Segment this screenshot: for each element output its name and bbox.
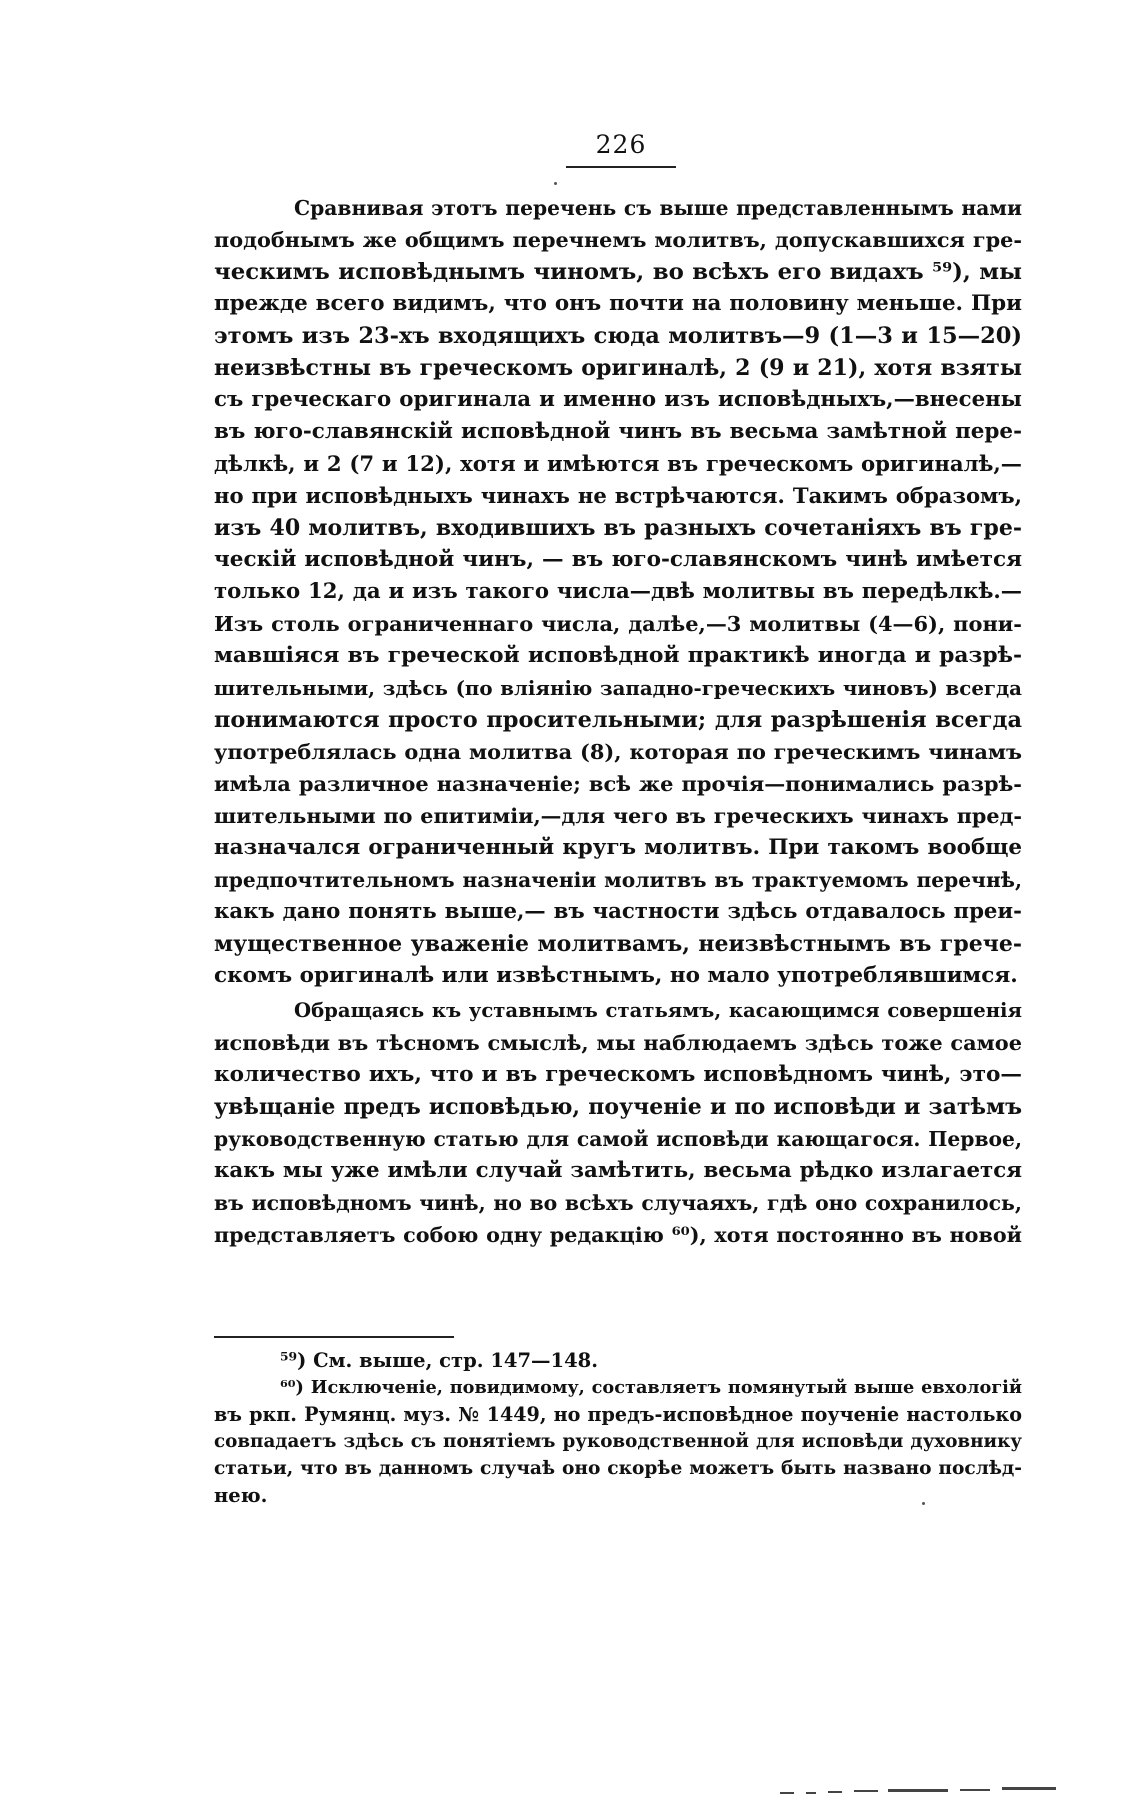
- body-line: понимаются просто просительными; для разрѣшенія всегда: [214, 707, 1022, 733]
- body-line: въ юго-славянскій исповѣдной чинъ въ весьма замѣтной пере-: [214, 419, 1022, 444]
- body-line: шительными, здѣсь (по вліянію западно-греческихъ чиновъ) всегда: [214, 676, 1022, 700]
- body-line: употреблялась одна молитва (8), которая по греческимъ чинамъ: [214, 739, 1022, 764]
- body-line: увѣщаніе предъ исповѣдью, поученіе и по исповѣди и затѣмъ: [214, 1094, 1022, 1120]
- footnote-rule: [214, 1336, 454, 1338]
- body-line: Сравнивая этотъ перечень съ выше представленнымъ нами: [294, 196, 1022, 220]
- body-line: этомъ изъ 23-хъ входящихъ сюда молитвъ—9 (1—3 и 15—20): [214, 323, 1022, 349]
- print-speck: [922, 1502, 925, 1505]
- body-line: прежде всего видимъ, что онъ почти на половину меньше. При: [214, 291, 1022, 316]
- scan-edge-marks: [780, 1786, 1080, 1796]
- body-line: неизвѣстны въ греческомъ оригиналѣ, 2 (9 и 21), хотя взяты: [214, 355, 1022, 381]
- body-text: [214, 192, 1022, 1251]
- footnote-line: статьи, что въ данномъ случаѣ оно скорѣе можетъ быть названо послѣд-: [214, 1458, 1022, 1479]
- body-line: только 12, да и изъ такого числа—двѣ молитвы въ передѣлкѣ.—: [214, 579, 1022, 604]
- footnotes: [214, 1347, 1022, 1509]
- body-line: какъ дано понять выше,— въ частности здѣсь отдавалось преи-: [214, 899, 1022, 924]
- body-line: дѣлкѣ, и 2 (7 и 12), хотя и имѣются въ греческомъ оригиналѣ,—: [214, 451, 1022, 476]
- body-line: подобнымъ же общимъ перечнемъ молитвъ, допускавшихся гре-: [214, 227, 1022, 252]
- body-line: исповѣди въ тѣсномъ смыслѣ, мы наблюдаемъ здѣсь тоже самое: [214, 1030, 1022, 1055]
- page-number: 226: [595, 130, 647, 159]
- body-line: ческій исповѣдной чинъ, — въ юго-славянскомъ чинѣ имѣется: [214, 547, 1022, 572]
- body-line: въ исповѣдномъ чинѣ, но во всѣхъ случаяхъ, гдѣ оно сохранилось,: [214, 1191, 1022, 1215]
- body-line: количество ихъ, что и въ греческомъ исповѣдномъ чинѣ, это—: [214, 1062, 1022, 1087]
- footnote-line: ⁶⁰) Исключеніе, повидимому, составляетъ помянутый выше евхологій: [280, 1377, 1022, 1398]
- body-line: скомъ оригиналѣ или извѣстнымъ, но мало употреблявшимся.: [214, 963, 1018, 988]
- body-line: Обращаясь къ уставнымъ статьямъ, касающимся совершенія: [294, 999, 1022, 1022]
- body-line: руководственную статью для самой исповѣди кающагося. Первое,: [214, 1127, 1022, 1151]
- print-speck: [554, 182, 557, 185]
- body-line: изъ 40 молитвъ, входившихъ въ разныхъ сочетаніяхъ въ гре-: [214, 515, 1022, 541]
- footnote-line: въ ркп. Румянц. муз. № 1449, но предъ-исповѣдное поученіе настолько: [214, 1403, 1022, 1426]
- body-line: предпочтительномъ назначеніи молитвъ въ трактуемомъ перечнѣ,: [214, 868, 1022, 892]
- body-line: имѣла различное назначеніе; всѣ же прочія—понимались разрѣ-: [214, 771, 1022, 796]
- body-line: но при исповѣдныхъ чинахъ не встрѣчаются. Такимъ образомъ,: [214, 483, 1022, 508]
- body-line: какъ мы уже имѣли случай замѣтить, весьма рѣдко излагается: [214, 1158, 1022, 1183]
- footnote-line: нею.: [214, 1484, 268, 1507]
- footnote-line: совпадаетъ здѣсь съ понятіемъ руководственной для исповѣди духовнику: [214, 1431, 1022, 1452]
- body-line: представляетъ собою одну редакцію ⁶⁰), хотя постоянно въ новой: [214, 1223, 1022, 1247]
- footnote-line: ⁵⁹) См. выше, стр. 147—148.: [280, 1349, 599, 1372]
- body-line: съ греческаго оригинала и именно изъ исповѣдныхъ,—внесены: [214, 387, 1022, 412]
- body-line: шительными по епитиміи,—для чего въ греческихъ чинахъ пред-: [214, 804, 1022, 828]
- body-line: назначался ограниченный кругъ молитвъ. При такомъ вообще: [214, 835, 1022, 860]
- body-line: мавшіяся въ греческой исповѣдной практикѣ иногда и разрѣ-: [214, 643, 1022, 668]
- body-line: ческимъ исповѣднымъ чиномъ, во всѣхъ его видахъ ⁵⁹), мы: [214, 259, 1022, 285]
- body-line: Изъ столь ограниченнаго числа, далѣе,—3 молитвы (4—6), пони-: [214, 611, 1022, 636]
- body-line: мущественное уваженіе молитвамъ, неизвѣстнымъ въ грече-: [214, 931, 1022, 957]
- page-number-rule: [566, 166, 676, 168]
